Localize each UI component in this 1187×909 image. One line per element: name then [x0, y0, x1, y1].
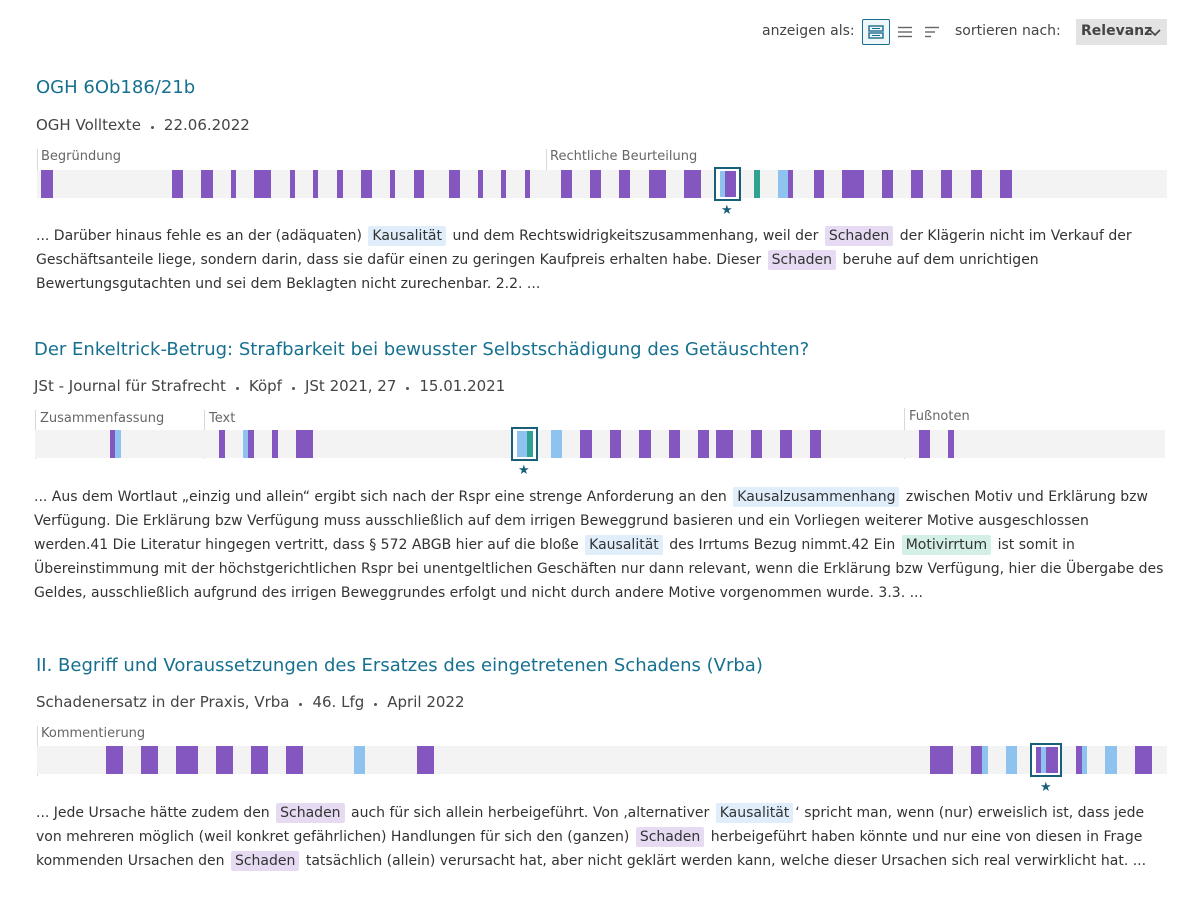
compact-view-icon — [925, 26, 939, 38]
hit-marker[interactable] — [882, 170, 893, 198]
hit-marker[interactable] — [590, 170, 601, 198]
meta-source: JSt - Journal für Strafrecht — [34, 377, 226, 395]
hit-marker[interactable] — [251, 746, 268, 774]
hit-marker[interactable] — [780, 430, 792, 458]
result-meta — [36, 693, 465, 711]
sort-select[interactable] — [1076, 19, 1167, 45]
hit-marker[interactable] — [754, 170, 760, 198]
meta-separator — [406, 387, 409, 390]
hit-marker[interactable] — [286, 746, 303, 774]
hit-marker[interactable] — [231, 170, 236, 198]
hit-marker[interactable] — [106, 746, 123, 774]
snippet-text: ‘ spricht man, wenn (nur) erweislich ist, dass jede von mehreren möglich (weil konkret gefährlichen) Handlungen für sich den (ganzen) — [36, 805, 1145, 845]
hit-distribution-bar — [37, 170, 1167, 198]
hit-marker[interactable] — [930, 746, 953, 774]
highlight-term: Kausalität — [585, 535, 663, 555]
meta-separator — [151, 126, 154, 129]
hit-marker[interactable] — [216, 746, 233, 774]
hit-marker[interactable] — [1105, 746, 1117, 774]
hit-marker[interactable] — [313, 170, 318, 198]
hit-marker[interactable] — [296, 430, 313, 458]
hit-distribution-bar — [35, 430, 1165, 458]
meta-separator — [374, 703, 377, 706]
snippet-text: und dem Rechtswidrigkeitszusammenhang, weil der — [448, 228, 823, 244]
highlight-term: Schaden — [825, 226, 893, 246]
hit-marker[interactable] — [254, 170, 271, 198]
hit-marker[interactable] — [810, 430, 821, 458]
highlight-term: Kausalität — [716, 803, 794, 823]
selected-hit-marker[interactable] — [714, 167, 741, 201]
snippet-text: ... Aus dem Wortlaut „einzig und allein“ ergibt sich nach der Rspr eine strenge Anforderung an den — [34, 489, 732, 505]
snippet-text: zwischen Motiv und Erklärung bzw Verfügung. Die Erklärung bzw Verfügung muss ausschließlich auf dem irrigen Beweggrund basieren und ein Vorliegen weiterer Motive ausgeschlossen werden.41 Die Literatur hingegen vertritt, dass § 572 ABGB hier auf die bloße — [34, 489, 1148, 553]
snippet-text: der Klägerin nicht im Verkauf der Geschäftsanteile liege, sondern darin, dass sie dafür einen zu geringen Kaufpreis erhalten habe. Dieser — [36, 228, 1132, 268]
meta-source: Schadenersatz in der Praxis, Vrba — [36, 693, 290, 711]
hit-marker[interactable] — [639, 430, 651, 458]
hit-marker[interactable] — [751, 430, 762, 458]
snippet-text: tatsächlich (allein) verursacht hat, aber nicht geklärt werden kann, welche dieser Ursachen sich real verwirklicht hat. ... — [301, 853, 1147, 869]
list-view-icon — [898, 26, 912, 38]
hit-marker[interactable] — [501, 170, 506, 198]
hit-marker[interactable] — [788, 170, 793, 198]
meta-citation: JSt 2021, 27 — [304, 377, 397, 395]
hit-marker[interactable] — [248, 430, 254, 458]
section-label-fussnoten: Fußnoten — [909, 409, 970, 424]
hit-marker[interactable] — [1135, 746, 1152, 774]
hit-marker[interactable] — [414, 170, 424, 198]
meta-edition: 46. Lfg — [312, 693, 365, 711]
result-meta — [36, 116, 250, 134]
section-label-rechtliche-beurteilung: Rechtliche Beurteilung — [550, 149, 698, 164]
hit-marker[interactable] — [115, 430, 121, 458]
results-toolbar — [0, 18, 1187, 46]
hit-marker[interactable] — [982, 746, 988, 774]
hit-marker[interactable] — [971, 170, 982, 198]
meta-date: April 2022 — [387, 693, 465, 711]
hit-marker[interactable] — [842, 170, 864, 198]
hit-marker[interactable] — [361, 170, 372, 198]
star-icon: ★ — [518, 463, 530, 478]
hit-marker[interactable] — [941, 170, 952, 198]
hit-marker[interactable] — [354, 746, 365, 774]
hit-distribution-bar — [37, 746, 1167, 774]
view-card-button[interactable] — [862, 19, 890, 45]
hit-marker — [725, 171, 736, 197]
snippet-text: ist somit in Übereinstimmung mit der höchstgerichtlichen Rspr bei unentgeltlichen Geschäften nur dann relevant, wenn die Erklärung bzw Verfügung, hier die Übergabe des Geldes, ausschließlich aufgrund des irrigen Beweggrundes erfolgt und nicht durch andere Motive vorgenommen wurde. 3.3. ... — [34, 537, 1164, 601]
hit-marker[interactable] — [669, 430, 680, 458]
snippet-text: auch für sich allein herbeigeführt. Von ‚alternativer — [346, 805, 714, 821]
hit-marker[interactable] — [337, 170, 343, 198]
hit-marker[interactable] — [1000, 170, 1012, 198]
hit-marker[interactable] — [449, 170, 460, 198]
chevron-down-icon — [1149, 29, 1161, 37]
hit-marker[interactable] — [176, 746, 198, 774]
card-view-icon — [868, 25, 884, 39]
snippet-text: herbeigeführt haben könnte und nur eine von diesen in Frage kommenden Ursachen den — [36, 829, 1143, 869]
hit-marker[interactable] — [919, 430, 930, 458]
hit-marker[interactable] — [272, 430, 278, 458]
hit-marker[interactable] — [141, 746, 158, 774]
snippet-text: des Irrtums Bezug nimmt.42 Ein — [664, 537, 900, 553]
hit-marker[interactable] — [948, 430, 954, 458]
snippet-text: ... Jede Ursache hätte zudem den — [36, 805, 275, 821]
result-title[interactable]: II. Begriff und Voraussetzungen des Ersatzes des eingetretenen Schadens (Vrba) — [36, 655, 763, 676]
hit-marker[interactable] — [580, 430, 592, 458]
hit-marker[interactable] — [778, 170, 788, 198]
meta-separator — [292, 387, 295, 390]
selected-hit-marker[interactable] — [511, 427, 538, 461]
hit-marker[interactable] — [971, 746, 982, 774]
highlight-term: Kausalzusammenhang — [733, 487, 899, 507]
hit-marker[interactable] — [698, 430, 709, 458]
sort-label: sortieren nach: — [955, 23, 1061, 39]
meta-date: 15.01.2021 — [419, 377, 506, 395]
hit-marker[interactable] — [551, 430, 562, 458]
hit-marker[interactable] — [290, 170, 295, 198]
hit-marker[interactable] — [1082, 746, 1087, 774]
snippet-text: beruhe auf dem unrichtigen Bewertungsgutachten und sei dem Beklagten nicht zurechenbar. 2.2. ... — [36, 252, 1039, 292]
result-snippet — [36, 224, 1166, 296]
section-label-text: Text — [209, 411, 236, 426]
hit-marker[interactable] — [911, 170, 923, 198]
show-as-label: anzeigen als: — [762, 23, 855, 39]
result-title[interactable]: OGH 6Ob186/21b — [36, 77, 196, 98]
hit-marker[interactable] — [219, 430, 225, 458]
hit-marker[interactable] — [41, 170, 53, 198]
snippet-text: ... Darüber hinaus fehle es an der (adäquaten) — [36, 228, 367, 244]
hit-marker[interactable] — [610, 430, 621, 458]
meta-separator — [236, 387, 239, 390]
hit-marker[interactable] — [201, 170, 213, 198]
highlight-term: Schaden — [276, 803, 344, 823]
star-icon: ★ — [1040, 780, 1052, 795]
hit-marker[interactable] — [417, 746, 434, 774]
selected-hit-marker[interactable] — [1030, 743, 1062, 777]
hit-marker[interactable] — [1006, 746, 1017, 774]
meta-author: Köpf — [248, 377, 282, 395]
result-snippet — [36, 801, 1166, 873]
section-label-begruendung: Begründung — [41, 149, 121, 164]
hit-marker[interactable] — [478, 170, 483, 198]
highlight-term: Schaden — [768, 250, 836, 270]
hit-marker[interactable] — [619, 170, 630, 198]
result-title[interactable]: Der Enkeltrick-Betrug: Strafbarkeit bei bewusster Selbstschädigung des Getäuschten? — [34, 339, 810, 360]
highlight-term: Schaden — [636, 827, 704, 847]
view-compact-button[interactable] — [918, 19, 946, 45]
meta-separator — [299, 703, 302, 706]
view-list-button[interactable] — [891, 19, 919, 45]
result-snippet — [34, 485, 1166, 605]
hit-marker[interactable] — [390, 170, 395, 198]
highlight-term: Kausalität — [368, 226, 446, 246]
hit-marker[interactable] — [814, 170, 824, 198]
hit-marker — [527, 431, 533, 457]
section-label-kommentierung: Kommentierung — [41, 726, 146, 741]
hit-marker[interactable] — [684, 170, 701, 198]
highlight-term: Schaden — [231, 851, 299, 871]
hit-marker[interactable] — [649, 170, 666, 198]
hit-marker[interactable] — [172, 170, 183, 198]
highlight-term: Motivirrtum — [902, 535, 991, 555]
hit-marker[interactable] — [716, 430, 733, 458]
section-label-zusammenfassung: Zusammenfassung — [40, 411, 165, 426]
meta-source: OGH Volltexte — [36, 116, 141, 134]
meta-date: 22.06.2022 — [163, 116, 250, 134]
result-meta — [34, 377, 505, 395]
star-icon: ★ — [721, 203, 733, 218]
hit-marker[interactable] — [561, 170, 572, 198]
hit-marker[interactable] — [525, 170, 530, 198]
hit-marker — [517, 431, 527, 457]
sort-select-value: Relevanz — [1081, 23, 1153, 39]
hit-marker — [1046, 747, 1058, 773]
